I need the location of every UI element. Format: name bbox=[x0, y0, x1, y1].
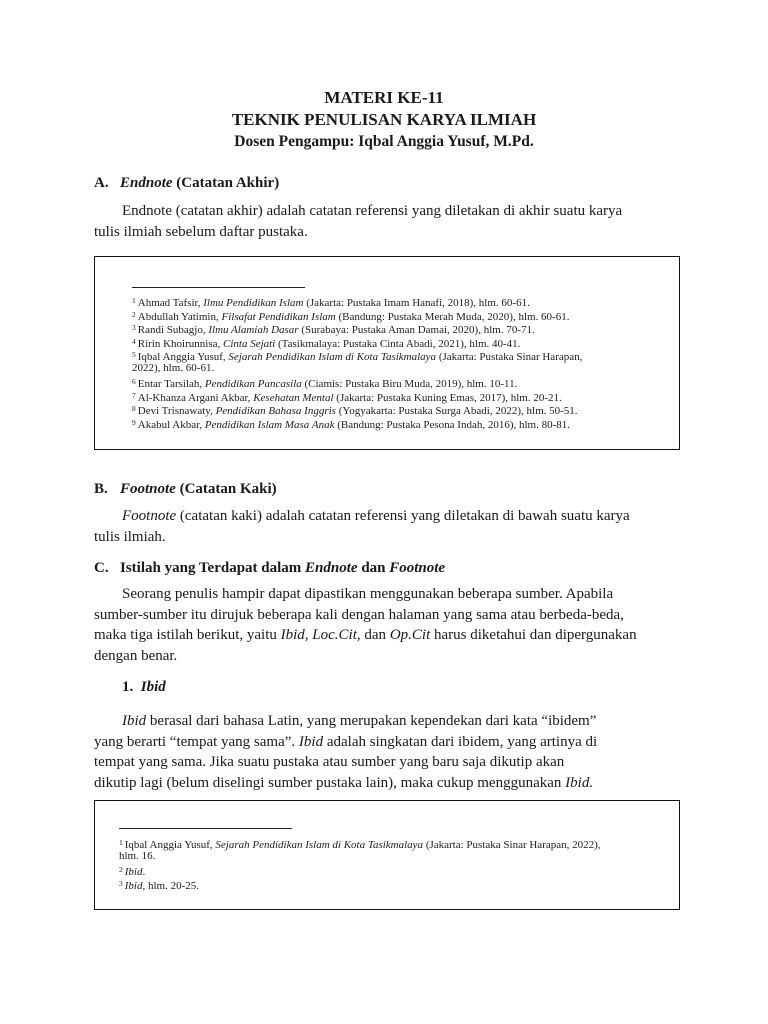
section-b-paragraph: Footnote (catatan kaki) adalah catatan referensi yang diletakan di bawah suatu karya tulis ilmiah. bbox=[94, 508, 630, 545]
endnote-item-continuation: 2022), hlm. 60-61. bbox=[132, 361, 215, 374]
ibid-heading: 1. Ibid bbox=[122, 679, 166, 695]
footnote-item: $^2$ Ibid. bbox=[119, 865, 146, 878]
endnote-item: $^5$ Iqbal Anggia Yusuf, Sejarah Pendidikan Islam di Kota Tasikmalaya (Jakarta: Pustaka Sinar Harapan, bbox=[132, 350, 583, 363]
lecturer-line: Dosen Pengampu: Iqbal Anggia Yusuf, M.Pd. bbox=[234, 133, 534, 150]
footnote-item: $^1$ Iqbal Anggia Yusuf, Sejarah Pendidikan Islam di Kota Tasikmalaya (Jakarta: Pustaka Sinar Harapan, 2022), bbox=[119, 838, 601, 851]
footnote-rule bbox=[119, 828, 292, 829]
endnote-item: $^8$ Devi Trisnawaty, Pendidikan Bahasa Inggris (Yogyakarta: Pustaka Surga Abadi, 2022), hlm. 50-51. bbox=[132, 404, 578, 417]
section-c-heading: C. Istilah yang Terdapat dalam Endnote dan Footnote bbox=[94, 560, 446, 576]
endnote-item: $^1$ Ahmad Tafsir, Ilmu Pendidikan Islam (Jakarta: Pustaka Imam Hanafi, 2018), hlm. 60-61. bbox=[132, 296, 530, 309]
endnote-item: $^7$ Al-Khanza Argani Akbar, Kesehatan Mental (Jakarta: Pustaka Kuning Emas, 2017), hlm. 20-21. bbox=[132, 390, 562, 404]
endnote-item: $^3$ Randi Subagjo, Ilmu Alamiah Dasar (Surabaya: Pustaka Aman Damai, 2020), hlm. 70-71. bbox=[132, 323, 535, 336]
endnote-item: $^6$ Entar Tarsilah, Pendidikan Pancasila (Ciamis: Pustaka Biru Muda, 2019), hlm. 10-11. bbox=[132, 377, 518, 390]
section-a-heading: A. Endnote (Catatan Akhir) bbox=[94, 175, 280, 191]
page-title: MATERI KE-11 bbox=[324, 88, 444, 107]
ibid-paragraph: Ibid berasal dari bahasa Latin, yang merupakan kependekan dari kata “ibidem” yang berarti “tempat yang sama”. Ibid adalah singkatan dari ibidem, yang artinya di tempat yang sama. Jika suatu pustaka atau sumber yang baru saja dikutip akan dikutip lagi (belum diselingi sumber pustaka lain), maka cukup menggunakan Ibid. bbox=[94, 713, 598, 791]
section-b-heading: B. Footnote (Catatan Kaki) bbox=[94, 481, 277, 497]
section-c-paragraph: Seorang penulis hampir dapat dipastikan menggunakan beberapa sumber. Apabila sumber-sumber itu dirujuk beberapa kali dengan halaman yang sama atau berbeda-beda, maka tiga istilah berikut, yaitu Ibid, Loc.Cit, dan Op.Cit harus diketahui dan dipergunakan dengan benar. bbox=[94, 586, 637, 664]
endnote-item: $^9$ Akabul Akbar, Pendidikan Islam Masa Anak (Bandung: Pustaka Pesona Indah, 2016), hlm. 80-81. bbox=[132, 417, 571, 431]
footnote-example-box bbox=[94, 800, 680, 910]
page-subtitle: TEKNIK PENULISAN KARYA ILMIAH bbox=[231, 110, 537, 129]
footnote-item: $^3$ Ibid, hlm. 20-25. bbox=[119, 878, 200, 892]
footnote-item-continuation: hlm. 16. bbox=[119, 849, 156, 862]
endnote-rule bbox=[132, 287, 305, 288]
endnote-item: $^4$ Ririn Khoirunnisa, Cinta Sejati (Tasikmalaya: Pustaka Cinta Abadi, 2021), hlm. 40-41. bbox=[132, 336, 521, 350]
section-a-paragraph: Endnote (catatan akhir) adalah catatan referensi yang diletakan di akhir suatu karya tulis ilmiah sebelum daftar pustaka. bbox=[94, 203, 623, 240]
endnote-item: $^2$ Abdullah Yatimin, Filsafat Pendidikan Islam (Bandung: Pustaka Merah Muda, 2020), hlm. 60-61. bbox=[132, 309, 570, 323]
